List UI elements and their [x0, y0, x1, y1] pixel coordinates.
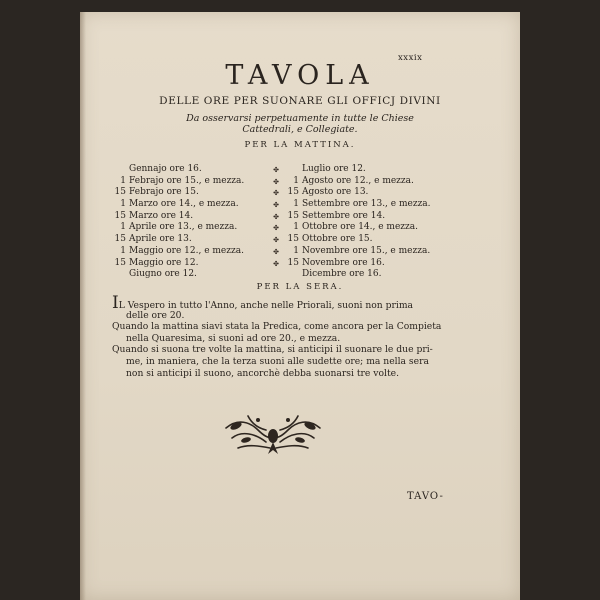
schedule-row	[286, 269, 431, 281]
schedule-text: Settembre ore 13., e mezza.	[302, 199, 431, 210]
schedule-day: 15	[287, 187, 299, 198]
schedule-row	[286, 187, 431, 199]
schedule-row	[113, 164, 244, 176]
column-divider-ornaments	[272, 165, 280, 270]
schedule-day: 15	[287, 210, 299, 221]
schedule-text: Febrajo ore 15.	[129, 187, 199, 198]
schedule-text: Febrajo ore 15., e mezza.	[129, 175, 245, 186]
evening-heading: PER LA SERA.	[256, 282, 344, 292]
schedule-text: Ottobre ore 14., e mezza.	[302, 222, 418, 233]
schedule-day: 15	[114, 257, 126, 268]
schedule-text: Agosto ore 12., e mezza.	[302, 175, 414, 186]
schedule-row	[113, 211, 244, 223]
schedule-row	[286, 199, 431, 211]
schedule-row	[113, 199, 244, 211]
schedule-row	[113, 176, 244, 188]
schedule-day: 1	[293, 175, 299, 186]
evening-line	[112, 293, 441, 313]
schedule-text: Giugno ore 12.	[129, 269, 197, 280]
schedule-row	[113, 187, 244, 199]
evening-line: nella Quaresima, si suoni ad ore 20., e mezza.	[126, 332, 341, 344]
page-subtitle: DELLE ORE PER SUONARE GLI OFFICJ DIVINI	[159, 95, 441, 107]
schedule-row	[286, 222, 431, 234]
schedule-text: Ottobre ore 15.	[302, 234, 373, 245]
schedule-row	[286, 258, 431, 270]
catchword: TAVO-	[407, 491, 444, 502]
schedule-row	[286, 246, 431, 258]
schedule-row	[286, 164, 431, 176]
schedule-day: 1	[293, 222, 299, 233]
ornament-icon: ✤	[273, 212, 279, 221]
ornament-icon: ✤	[273, 236, 279, 245]
ornament-icon: ✤	[273, 189, 279, 198]
schedule-day: 15	[287, 257, 299, 268]
evening-paragraphs	[112, 293, 442, 379]
schedule-text: Novembre ore 15., e mezza.	[302, 245, 431, 256]
ornament-icon: ✤	[273, 224, 279, 233]
schedule-day: 1	[120, 175, 126, 186]
schedule-text: Settembre ore 14.	[302, 210, 386, 221]
schedule-text: Gennajo ore 16.	[129, 164, 202, 174]
schedule-row	[286, 211, 431, 223]
schedule-row	[113, 246, 244, 258]
schedule-day: 15	[287, 234, 299, 245]
morning-schedule-left	[113, 164, 244, 281]
schedule-day: 1	[120, 199, 126, 210]
schedule-row	[286, 176, 431, 188]
italic-note-line-1: Da osservarsi perpetuamente in tutte le Chiese	[186, 113, 414, 124]
ornament-icon: ✤	[273, 259, 279, 268]
schedule-day: 15	[114, 210, 126, 221]
evening-line: delle ore 20.	[126, 309, 185, 321]
ornament-icon: ✤	[273, 201, 279, 210]
schedule-day: 15	[114, 187, 126, 198]
schedule-text: Marzo ore 14.	[129, 210, 194, 221]
schedule-text: Marzo ore 14., e mezza.	[129, 199, 239, 210]
schedule-row	[113, 234, 244, 246]
evening-line-text: L Vespero in tutto l'Anno, anche nelle Priorali, suoni non prima	[118, 300, 414, 311]
schedule-text: Maggio ore 12., e mezza.	[129, 245, 244, 256]
schedule-text: Maggio ore 12.	[129, 257, 199, 268]
evening-line: non si anticipi il suono, ancorchè debba suonarsi tre volte.	[126, 367, 399, 379]
italic-note-line-2: Cattedrali, e Collegiate.	[242, 124, 358, 135]
schedule-day: 15	[114, 234, 126, 245]
schedule-row	[113, 269, 244, 281]
ornament-icon: ✤	[273, 177, 279, 186]
evening-line: Quando si suona tre volte la mattina, si anticipi il suonare le due pri-	[112, 344, 433, 356]
schedule-day: 1	[293, 245, 299, 256]
schedule-day: 1	[293, 199, 299, 210]
morning-heading: PER LA MATTINA.	[244, 140, 356, 150]
schedule-row	[113, 222, 244, 234]
evening-line: me, in maniera, che la terza suoni alle sudette ore; ma nella sera	[126, 355, 429, 367]
page-title: TAVOLA	[225, 60, 375, 91]
schedule-row	[113, 258, 244, 270]
page-number: xxxix	[398, 53, 423, 63]
schedule-text: Luglio ore 12.	[302, 164, 366, 174]
schedule-text: Aprile ore 13.	[129, 234, 192, 245]
schedule-text: Aprile ore 13., e mezza.	[129, 222, 238, 233]
fleuron-ornament-icon	[218, 408, 328, 458]
schedule-day: 1	[120, 222, 126, 233]
evening-line: Quando la mattina siavi stata la Predica, come ancora per la Compieta	[112, 321, 442, 333]
schedule-row	[286, 234, 431, 246]
ornament-icon: ✤	[273, 166, 279, 174]
morning-schedule-right	[286, 164, 431, 281]
schedule-day: 1	[120, 245, 126, 256]
schedule-text: Novembre ore 16.	[302, 257, 385, 268]
schedule-text: Dicembre ore 16.	[302, 269, 382, 280]
drop-cap: I	[112, 293, 119, 313]
schedule-text: Agosto ore 13.	[302, 187, 369, 198]
ornament-icon: ✤	[273, 247, 279, 256]
